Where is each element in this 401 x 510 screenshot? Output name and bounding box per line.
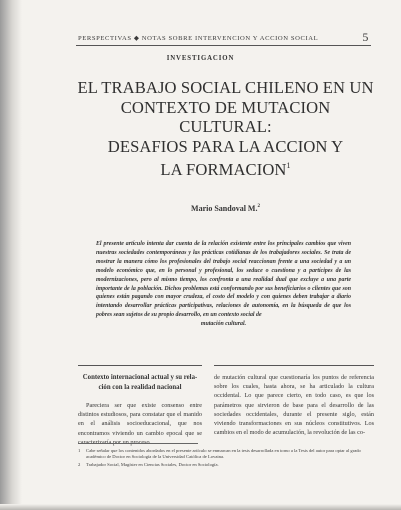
abstract-last-line: mutación cultural. (200, 321, 247, 328)
title-line: CONTEXTO DE MUTACION CULTURAL: (120, 97, 331, 136)
footnote-number: 1 (78, 448, 81, 453)
left-column-rule (78, 365, 202, 366)
running-head-text: PERSPECTIVAS ◆ NOTAS SOBRE INTERVENCION Y ACCION SOCIAL (78, 35, 319, 42)
article-title (76, 78, 375, 180)
title-line (76, 156, 375, 180)
abstract-text: El presente artículo intenta dar cuenta de la relación existente entre los principales cambios que viven nuestras sociedades contemporáneas y las prácticas cotidianas de los trabajadores sociales. Se trata de mostrar la manera cómo los profesionales del trabajo social reaccionan frente a una sociedad y a un modelo económico que, en lo personal y profesional, los seduce o cuestiona y a partícipes de las modernizaciones, pero al mismo tiempo, los confronta a una realidad dual que excluye a una parte importante de la población. Dichos problemas está conformando por sus beneficiarios o clientes que son quienes están pagando con mayor crudeza, el costo del modelo y con quienes deben trabajar a diario intentando desarrollar prácticas participativas, relaciones de autonomía, en la búsqueda de que los pobres sean sujetos de su propio desarrollo, en un contexto social de (96, 241, 351, 319)
author-footnote-mark: 2 (257, 204, 260, 209)
bottom-shadow (0, 504, 401, 510)
left-column-body: Pareciera ser que existe consenso entre distintos estudiosos, para constatar que el manido en el análisis socioeducacional, que nos encontramos viviendo un cambio epocal que se caracterizaría por un proceso (78, 402, 202, 446)
binding-shadow (0, 0, 22, 510)
section-label: INVESTIGACION (166, 55, 235, 62)
section-heading (78, 373, 202, 393)
title-last-line: LA FORMACION (160, 160, 287, 179)
left-column (78, 373, 202, 447)
footnote-text: Trabajador Social, Magíster en Ciencias Sociales, Doctor en Sociología. (86, 461, 219, 467)
footnote-rule (78, 443, 198, 444)
page-number: 5 (362, 30, 369, 44)
right-column (214, 373, 374, 437)
footnote (78, 462, 371, 468)
footnote (78, 448, 371, 461)
title-line: EL TRABAJO SOCIAL CHILENO EN UN (77, 78, 374, 97)
right-column-rule (214, 365, 374, 366)
footnotes (78, 448, 371, 469)
running-head (78, 30, 371, 44)
title-line: DESAFIOS PARA LA ACCION Y (107, 136, 344, 156)
abstract (96, 240, 351, 329)
section-heading-line: Contexto internacional actual y su rela- (82, 374, 198, 381)
author-name: Mario Sandoval M. (191, 204, 258, 213)
section-heading-line: ción con la realidad nacional (98, 384, 182, 391)
header-rule (76, 45, 371, 46)
footnote-text: Cabe señalar que los contenidos abordados en el presente artículo se enmarcan en la tesis desarrollada en torno a la Tesis del autor para optar al grado académico de Doctor en Sociología de la Universidad Católica de Lovaina. (86, 448, 361, 460)
author-byline (0, 204, 401, 213)
title-footnote-mark: 1 (286, 161, 291, 170)
footnote-number: 2 (78, 461, 81, 467)
right-column-body: de mutación cultural que cuestionaría los puntos de referencia sobre los cuales, hasta ahora, se ha articulado la cultura occidental. Lo que parece cierto, en todo caso, es que los parámetros que sirvieron de base para el desarrollo de las sociedades occidentales, durante el presente siglo, están viviendo transformaciones en sus núcleos constitutivos. Los cambios en el modo de acumulación, la revolución de las co- (214, 374, 374, 437)
